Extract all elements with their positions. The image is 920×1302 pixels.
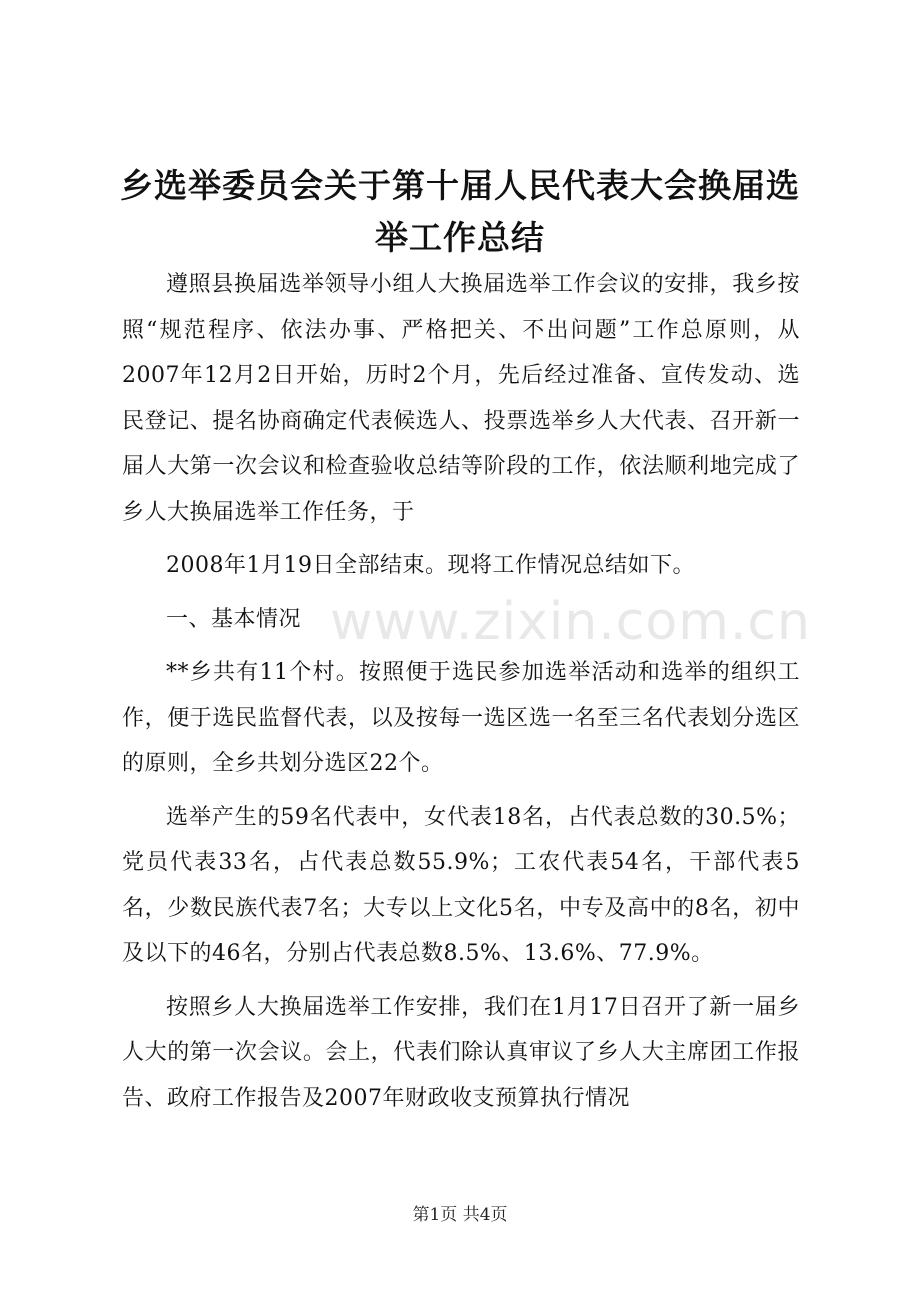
page-number-footer: 第1页 共4页 [412, 1205, 508, 1225]
document-title: 乡选举委员会关于第十届人民代表大会换届选举工作总结 [120, 166, 800, 257]
site-watermark: www.zixin.com.cn [330, 592, 811, 652]
paragraph-first-meeting: 按照乡人大换届选举工作安排，我们在1月17日召开了新一届乡人大的第一次会议。会上，代表们除认真审议了乡人大主席团工作报告、政府工作报告及2007年财政收支预算执行情况 [122, 994, 800, 1111]
paragraph-representatives: 选举产生的59名代表中，女代表18名，占代表总数的30.5%；党员代表33名，占代表总数55.9%；工农代表54名，干部代表5名，少数民族代表7名；大专以上文化5名，中专及高中的8名，初中及以下的46名，分别占代表总数8.5%、13.6%、77.9%。 [122, 804, 800, 966]
paragraph-villages: **乡共有11个村。按照便于选民参加选举活动和选举的组织工作，便于选民监督代表，以及按每一选区选一名至三名代表划分选区的原则，全乡共划分选区22个。 [122, 660, 800, 776]
paragraph-end-date: 2008年1月19日全部结束。现将工作情况总结如下。 [166, 553, 695, 578]
section-heading-basic: 一、基本情况 [166, 606, 302, 632]
paragraph-intro: 遵照县换届选举领导小组人大换届选举工作会议的安排，我乡按照“规范程序、依法办事、严格把关、不出问题”工作总原则，从2007年12月2日开始，历时2个月，先后经过准备、宣传发动、选民登记、提名协商确定代表候选人、投票选举乡人大代表、召开新一届人大第一次会议和检查验收总结等阶段的工作，依法顺利地完成了乡人大换届选举工作任务，于 [122, 272, 800, 525]
document-body [122, 262, 800, 1121]
